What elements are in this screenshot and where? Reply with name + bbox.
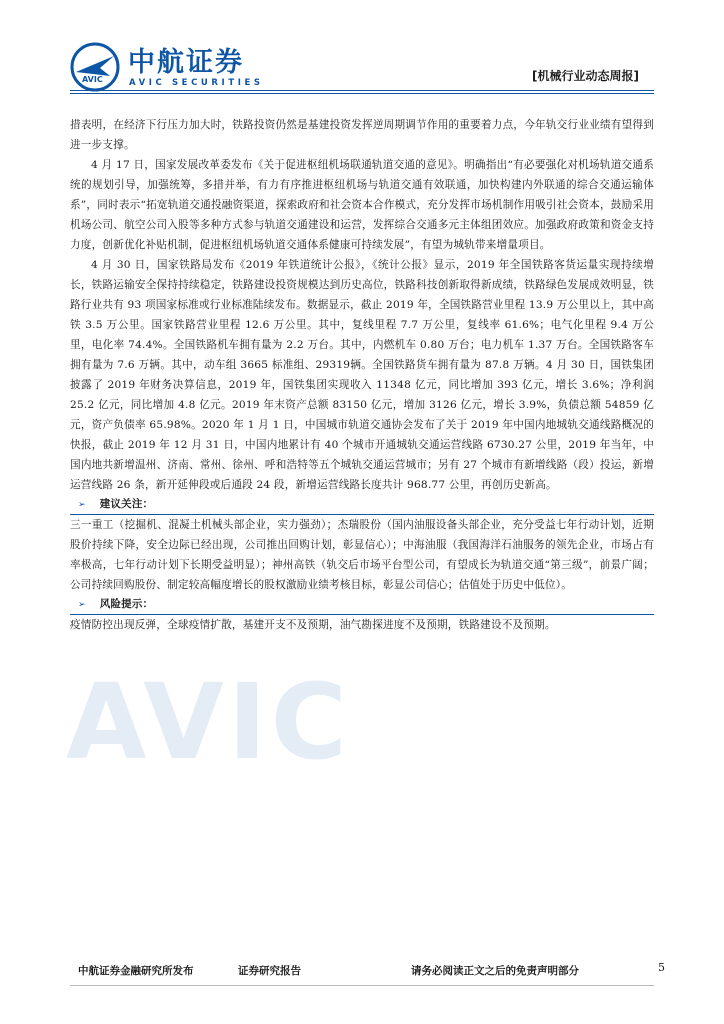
recommendation-heading — [78, 495, 654, 514]
watermark-text: AVIC — [66, 661, 351, 778]
risk-heading — [78, 595, 654, 614]
avic-watermark — [58, 658, 388, 778]
footer-report-type: 证券研究报告 — [238, 965, 301, 977]
footer-disclaimer-link: 请务必阅读正文之后的免责声明部分 — [411, 965, 579, 977]
footer-rule — [70, 985, 654, 986]
avic-logo-icon — [70, 42, 120, 92]
header-rule — [70, 90, 654, 91]
report-type-tag: [机械行业动态周报] — [532, 69, 639, 83]
risk-title: 风险提示： — [99, 598, 154, 610]
arrow-bullet-icon: ➢ — [78, 500, 86, 510]
body-paragraph: 4 月 17 日，国家发展改革委发布《关于促进枢纽机场联通轨道交通的意见》。明确指出“有必要强化对机场轨道交通系统的规划引导，加强统筹，多措并举，有力有序推进枢纽机场与轨道交通有效联通，加快构建内外联通的综合交通运输体系”，同时表示“拓宽轨道交通投融资渠道，探索政府和社会资本合作模式，充分发挥市场机制作用吸引社会资本，鼓励采用机场公司、航空公司入股等多种方式参与轨道交通建设和运营，发挥综合交通多元主体组团效应。加强政府政策和资金支持力度，创新优化补贴机制，促进枢纽机场轨道交通体系健康可持续发展”，有望为城轨带来增量项目。 — [70, 159, 654, 251]
brand-name-chinese: 中航证券 — [128, 47, 244, 78]
recommendation-title: 建议关注： — [99, 498, 154, 510]
brand-name-english: AVIC SECURITIES — [129, 78, 264, 88]
header-rule — [70, 93, 654, 94]
page-number: 5 — [658, 961, 665, 974]
recommendation-text: 三一重工（挖掘机、混凝土机械头部企业，实力强劲）；杰瑞股份（国内油服设备头部企业，充分受益七年行动计划，近期股价持续下降，安全边际已经出现，公司推出回购计划，彰显信心）；中海油服（我国海洋石油服务的领先企业，市场占有率极高，七年行动计划下长期受益明显）；神州高铁（轨交后市场平台型公司，有望成长为轨道交通“第三级”，前景广阔；公司持续回购股份、制定较高幅度增长的股权激励业绩考核目标，彰显公司信心；估值处于历史中低位）。 — [70, 519, 654, 591]
risk-text: 疫情防控出现反弹，全球疫情扩散，基建开支不及预期，油气勘探进度不及预期，铁路建设不及预期。 — [70, 619, 556, 631]
report-body — [70, 115, 654, 635]
arrow-bullet-icon: ➢ — [78, 600, 86, 610]
logo-text: AVIC — [82, 75, 103, 84]
footer-publisher: 中航证券金融研究所发布 — [78, 965, 194, 977]
body-paragraph: 措表明，在经济下行压力加大时，铁路投资仍然是基建投资发挥逆周期调节作用的重要着力点，今年轨交行业业绩有望得到进一步支撑。 — [70, 119, 654, 151]
body-paragraph: 4 月 30 日，国家铁路局发布《2019 年铁道统计公报》，《统计公报》显示，2019 年全国铁路客货运量实现持续增长，铁路运输安全保持持续稳定，铁路建设投资规模达到历史高位，铁路科技创新取得新成绩，铁路绿色发展成效明显，铁路行业共有 93 项国家标准或行业标准陆续发布。数据显示，截止 2019 年，全国铁路营业里程 13.9 万公里以上，其中高铁 3.5 万公里。国家铁路营业里程 12.6 万公里。其中，复线里程 7.7 万公里，复线率 61.6%；电气化里程 9.4 万公里，电化率 74.4%。全国铁路机车拥有量为 2.2 万台。其中，内燃机车 0.80 万台；电力机车 1.37 万台。全国铁路客车拥有量为 7.6 万辆。其中，动车组 3665 标准组、29319辆。全国铁路货车拥有量为 87.8 万辆。4 月 30 日，国铁集团披露了 2019 年财务决算信息，2019 年，国铁集团实现收入 11348 亿元，同比增加 393 亿元，增长 3.6%；净利润 25.2 亿元，同比增加 4.8 亿元。2019 年末资产总额 83150 亿元，增加 3126 亿元，增长 3.9%，负债总额 54859 亿元，资产负债率 65.98%。2020 年 1 月 1 日，中国城市轨道交通协会发布了关于 2019 年中国内地城轨交通线路概况的快报，截止 2019 年 12 月 31 日，中国内地累计有 40 个城市开通城轨交通运营线路 6730.27 公里，2019 年当年，中国内地共新增温州、济南、常州、徐州、呼和浩特等五个城轨交通运营城市；另有 27 个城市有新增线路（段）投运，新增运营线路 26 条，新开延伸段或后通段 24 段，新增运营线路长度共计 968.77 公里，再创历史新高。 — [70, 259, 654, 491]
